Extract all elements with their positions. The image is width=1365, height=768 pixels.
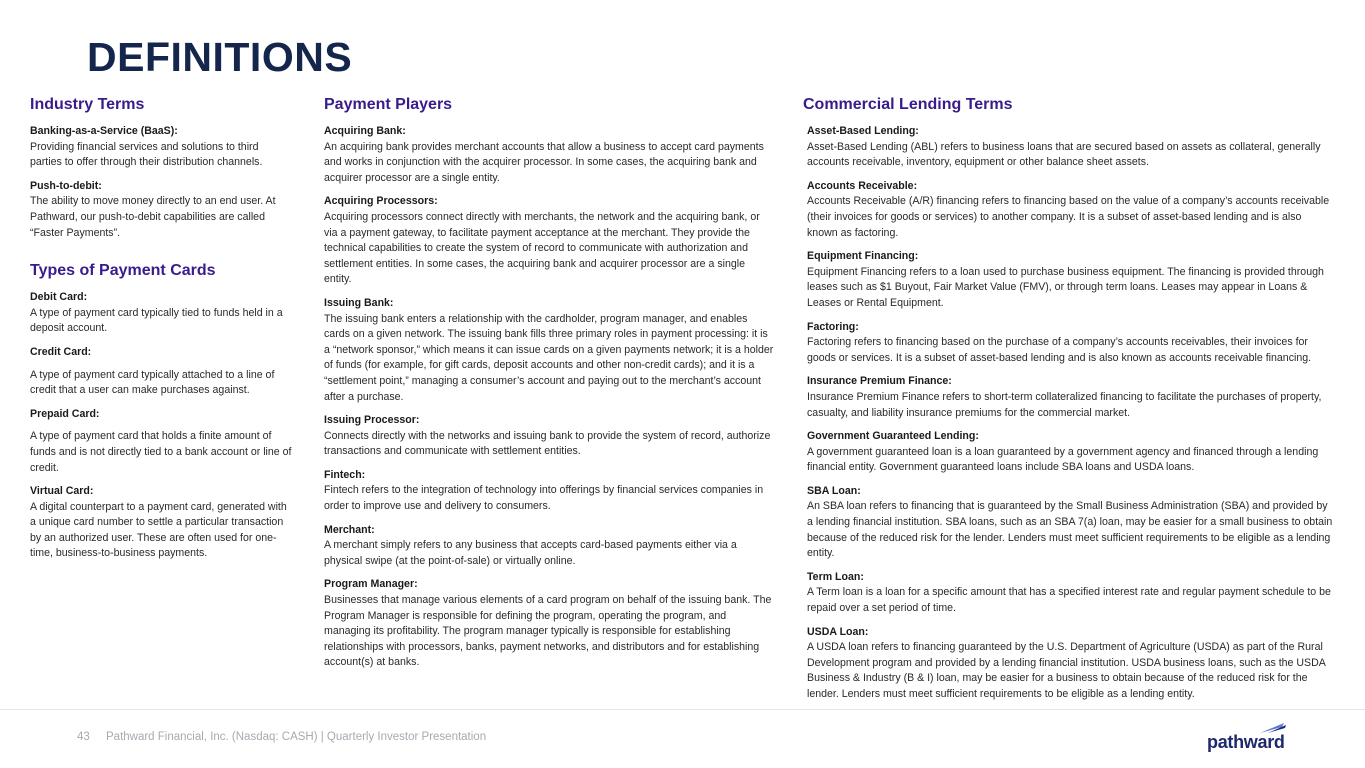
term-title: Asset-Based Lending: (807, 125, 919, 137)
term-title: Push-to-debit: (30, 179, 102, 192)
page-title: DEFINITIONS (87, 34, 353, 80)
term-prepaid-card (30, 407, 292, 476)
term-title: Acquiring Processors: (324, 195, 438, 208)
term-asset-based-lending (803, 124, 1333, 171)
term-definition: Factoring refers to financing based on the purchase of a company’s accounts receivables, their invoices for goods or services. It is a subset of asset-based lending and is also known as accounts receivable financing. (807, 336, 1312, 364)
term-issuing-processor (324, 413, 774, 460)
term-usda-loan (803, 625, 1333, 703)
term-definition: Insurance Premium Finance refers to short-term collateralized financing to facilitate the purchases of property, casualty, and liability insurance premiums for the commercial market. (807, 390, 1322, 419)
term-merchant (324, 523, 774, 570)
term-title: Debit Card: (30, 291, 88, 304)
term-title: Accounts Receivable: (807, 179, 918, 192)
term-definition: Providing financial services and solutions to third parties to offer through their distribution channels. (30, 140, 263, 169)
term-title: Virtual Card: (30, 485, 94, 498)
term-push-to-debit (30, 179, 292, 241)
commercial-lending-heading: Commercial Lending Terms (803, 96, 1013, 113)
term-term-loan (803, 570, 1333, 617)
term-definition: A merchant simply refers to any business that accepts card-based payments either via a physical swipe (at the point-of-sale) or virtually online. (324, 539, 737, 567)
pathward-logo (1205, 721, 1295, 755)
term-title: Insurance Premium Finance: (807, 375, 952, 388)
footer-text: Pathward Financial, Inc. (Nasdaq: CASH) | Quarterly Investor Presentation (106, 731, 487, 743)
term-issuing-bank (324, 296, 774, 405)
term-title: Factoring: (807, 320, 859, 333)
term-title: USDA Loan: (807, 625, 869, 638)
term-credit-card (30, 345, 292, 399)
payment-cards-heading: Types of Payment Cards (30, 262, 216, 280)
column-industry-and-cards (30, 95, 292, 570)
term-title: Government Guaranteed Lending: (807, 430, 979, 443)
payment-players-heading: Payment Players (324, 96, 453, 113)
term-definition: A digital counterpart to a payment card, generated with a unique card number to settle a particular transaction by an authorized user. These are often used for one-time, business-to-business payments. (30, 500, 287, 560)
term-title: Banking-as-a-Service (BaaS): (30, 125, 178, 137)
term-accounts-receivable (803, 179, 1333, 241)
term-definition: Businesses that manage various elements of a card program on behalf of the issuing bank. The Program Manager is responsible for defining the program, operating the program, and managing its profitability. The program manager typically is responsible for establishing relationships with processors, banks, payment networks, and distributors and for establishing account(s) at banks. (324, 594, 772, 669)
term-insurance-premium-finance (803, 374, 1333, 421)
term-program-manager (324, 577, 774, 671)
term-definition: A type of payment card that holds a finite amount of funds and is not directly tied to a bank account or line of credit. (30, 430, 292, 474)
term-equipment-financing (803, 249, 1333, 311)
term-debit-card (30, 290, 292, 337)
term-title: SBA Loan: (807, 484, 861, 497)
term-definition: Connects directly with the networks and issuing bank to provide the system of record, authorize transactions and communicate with settlement entities. (324, 429, 771, 458)
term-acquiring-processors (324, 194, 774, 288)
term-definition: Equipment Financing refers to a loan used to purchase business equipment. The financing is provided through leases such as $1 Buyout, Fair Market Value (FMV), or through term loans. Leases may appear in Loans & Leases or Rental Equipment. (807, 265, 1324, 309)
term-title: Issuing Processor: (324, 414, 420, 427)
column-commercial-lending (803, 95, 1333, 711)
term-virtual-card (30, 484, 292, 562)
term-government-guaranteed-lending (803, 429, 1333, 476)
term-factoring (803, 320, 1333, 367)
term-definition: Acquiring processors connect directly with merchants, the network and the acquiring bank, or via a payment gateway, to facilitate payment acceptance at the merchant. They provide the technical capabilities to create the system of record to communicate with authorization and settlement entities. In some cases, the acquiring bank and acquirer processor are a single entity. (324, 210, 760, 286)
term-title: Merchant: (324, 523, 375, 536)
term-definition: The issuing bank enters a relationship with the cardholder, program manager, and enables cards on a given network. The issuing bank fills three primary roles in payment processing: it is a “network sponsor,” which means it can issue cards on a given payments network; it is a holder of funds (for example, for gift cards, deposit accounts and other non-credit cards); and it is a “settlement point,” managing a consumer’s account and paying out to the merchant’s account after a purchase. (324, 312, 774, 403)
term-acquiring-bank (324, 124, 774, 186)
term-title: Credit Card: (30, 345, 92, 358)
term-definition: A type of payment card typically attached to a line of credit that a user can make purchases against. (30, 368, 275, 397)
industry-terms-heading: Industry Terms (30, 96, 145, 113)
term-title: Equipment Financing: (807, 250, 919, 263)
term-title: Fintech: (324, 468, 366, 481)
column-payment-players (324, 95, 774, 679)
term-definition: An acquiring bank provides merchant accounts that allow a business to accept card payments and works in conjunction with the acquirer processor. In some cases, the acquiring bank and acquirer processor are a single entity. (324, 140, 764, 184)
term-baas (30, 124, 292, 171)
term-definition: A USDA loan refers to financing guaranteed by the U.S. Department of Agriculture (USDA) as part of the Rural Development program and provided by a lending financial institution. USDA business loans, such as the USDA Business & Industry (B & I) loan, may be easier for a business to obtain because of the reduced risk for the lender. Lenders must meet sufficient requirements to be eligible as a lending entity. (807, 641, 1326, 700)
term-definition: The ability to move money directly to an end user. At Pathward, our push-to-debit capabilities are called “Faster Payments”. (30, 195, 276, 239)
term-title: Term Loan: (807, 570, 864, 583)
term-definition: An SBA loan refers to financing that is guaranteed by the Small Business Administration (SBA) and provided by a lending financial institution. SBA loans, such as an SBA 7(a) loan, may be easier for a small business to obtain because of the reduced risk for the lender. Lenders must meet sufficient requirements to be eligible as a lending entity. (807, 500, 1333, 560)
term-definition: A type of payment card typically tied to funds held in a deposit account. (30, 306, 283, 335)
term-title: Issuing Bank: (324, 296, 394, 309)
page-number: 43 (77, 731, 90, 743)
term-definition: Asset-Based Lending (ABL) refers to business loans that are secured based on assets as collateral, generally accounts receivable, inventory, equipment or other balance sheet assets. (807, 140, 1321, 169)
footer-divider (0, 709, 1365, 710)
term-definition: Accounts Receivable (A/R) financing refers to financing based on the value of a company’s accounts receivable (their invoices for goods or services) to another company. It is a subset of asset-based lending and is also known as factoring. (807, 195, 1330, 239)
term-definition: Fintech refers to the integration of technology into offerings by financial services companies in order to improve use and delivery to consumers. (324, 484, 764, 513)
term-definition: A Term loan is a loan for a specific amount that has a specified interest rate and regular payment schedule to be repaid over a set period of time. (807, 586, 1331, 615)
term-sba-loan (803, 484, 1333, 562)
term-fintech (324, 468, 774, 515)
term-title: Prepaid Card: (30, 407, 100, 420)
logo-text: pathward (1207, 732, 1285, 752)
term-title: Acquiring Bank: (324, 125, 406, 137)
term-definition: A government guaranteed loan is a loan guaranteed by a government agency and financed through a lending financial entity. Government guaranteed loans include SBA loans and USDA loans. (807, 445, 1319, 474)
term-title: Program Manager: (324, 578, 418, 591)
footer (77, 731, 486, 743)
